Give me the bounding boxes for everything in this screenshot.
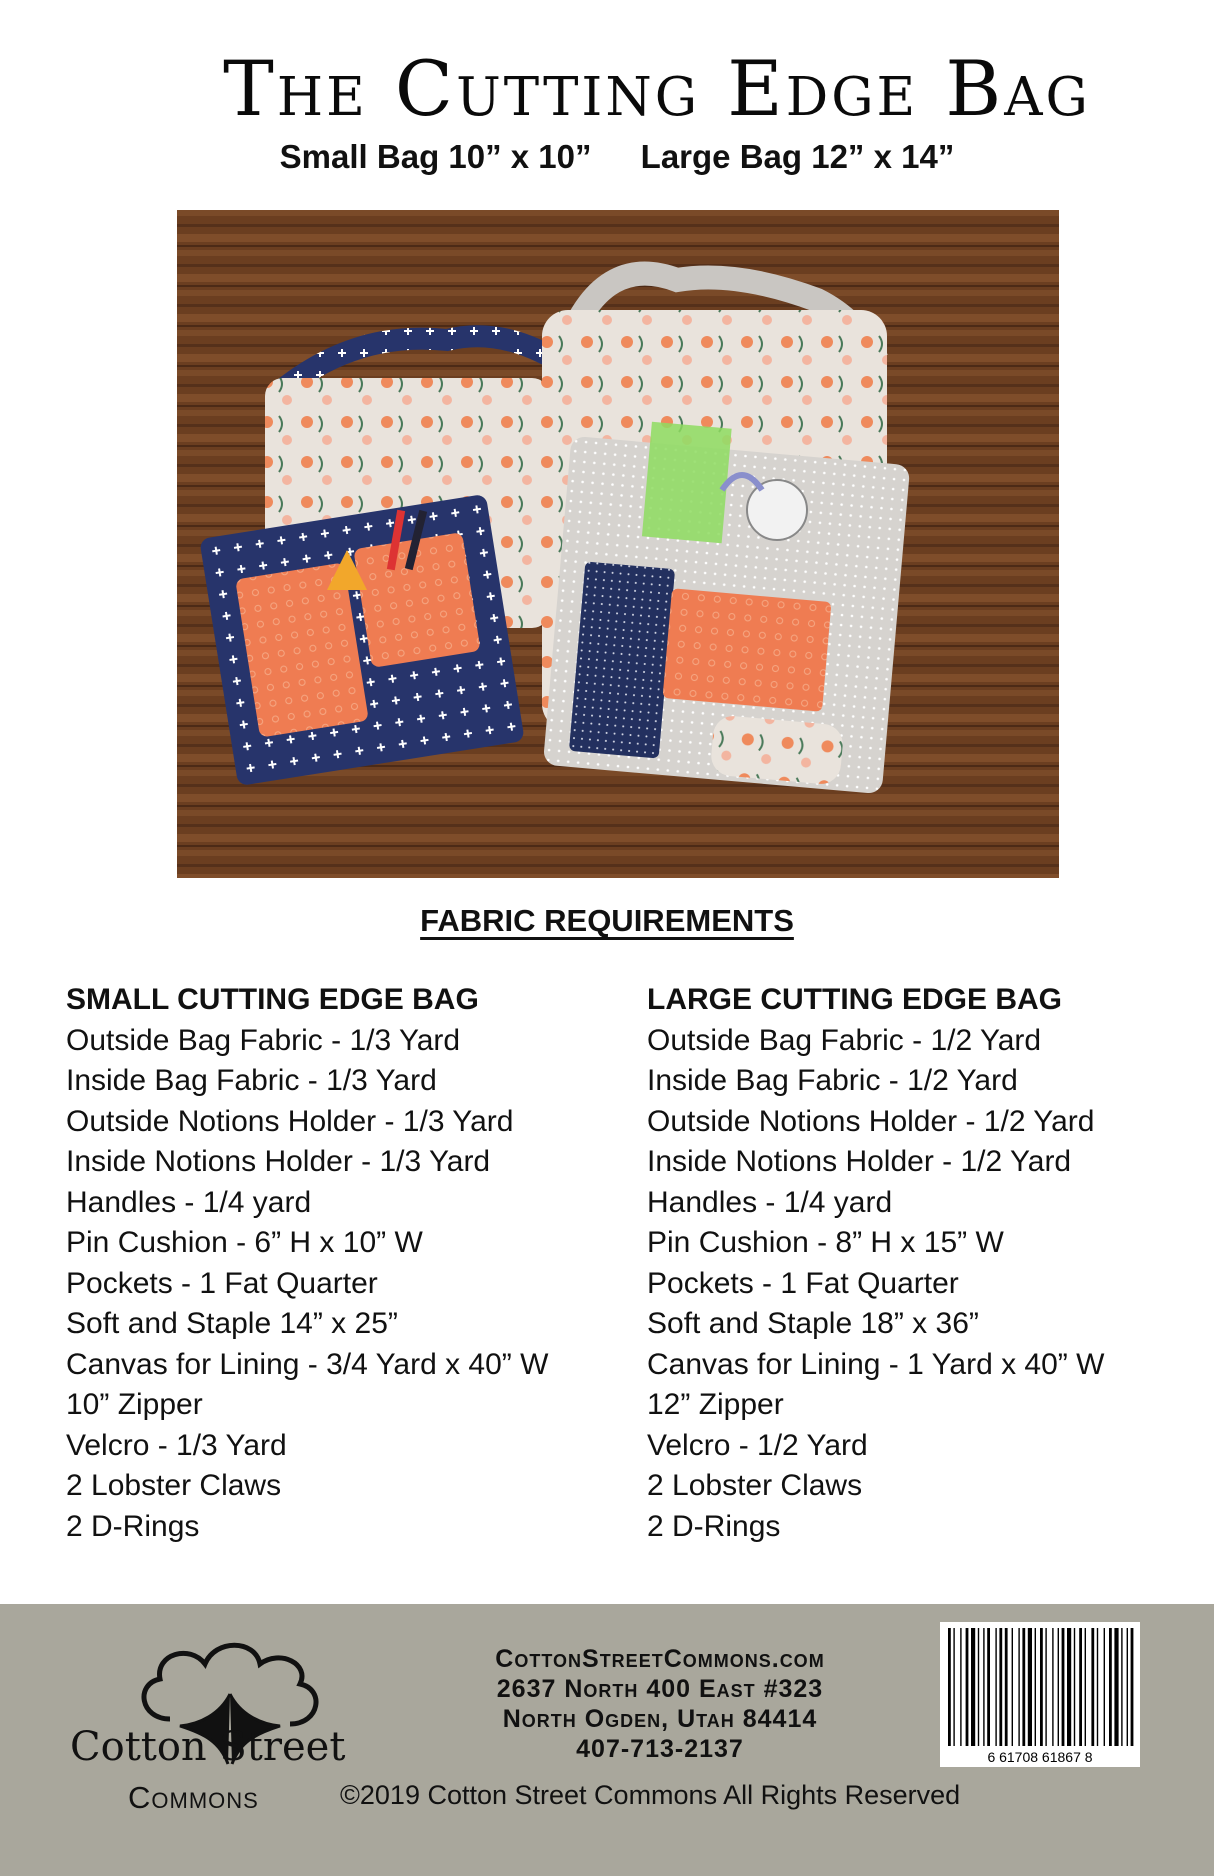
list-item: Inside Notions Holder - 1/2 Yard [647, 1145, 1072, 1178]
list-item: 10” Zipper [66, 1388, 203, 1421]
list-item: Pin Cushion - 6” H x 10” W [66, 1226, 423, 1259]
barcode-bar [1005, 1628, 1008, 1746]
barcode-bar [1067, 1628, 1071, 1746]
barcode-bar [1040, 1628, 1043, 1746]
list-item: Inside Notions Holder - 1/3 Yard [66, 1145, 491, 1178]
barcode-bar [983, 1628, 984, 1746]
list-item: Outside Notions Holder - 1/3 Yard [66, 1104, 514, 1138]
large-bag-size: Large Bag 12” x 14” [640, 138, 955, 175]
phone-number: 407-713-2137 [576, 1735, 744, 1763]
product-photo [177, 210, 1059, 878]
barcode-bar [1035, 1628, 1036, 1746]
barcode-bar [1121, 1628, 1122, 1746]
copyright-notice: ©2019 Cotton Street Commons All Rights Reserved [340, 1780, 961, 1810]
small-bag-heading: SMALL CUTTING EDGE BAG [66, 983, 479, 1016]
barcode-bar [948, 1628, 951, 1746]
small-bag-size: Small Bag 10” x 10” [279, 138, 592, 175]
list-item: Canvas for Lining - 1 Yard x 40” W [647, 1347, 1105, 1381]
list-item: Soft and Staple 18” x 36” [647, 1307, 979, 1340]
barcode-bar [1022, 1628, 1025, 1746]
list-item: Outside Bag Fabric - 1/3 Yard [66, 1023, 461, 1057]
barcode-bar [1058, 1628, 1059, 1746]
list-item: 2 Lobster Claws [66, 1469, 282, 1502]
barcode-bar [1097, 1628, 1098, 1746]
list-item: Outside Notions Holder - 1/2 Yard [647, 1104, 1095, 1138]
barcode-bar [1085, 1628, 1086, 1746]
barcode-bar [1131, 1628, 1134, 1746]
large-bag-heading: LARGE CUTTING EDGE BAG [647, 983, 1063, 1016]
barcode-bar [995, 1628, 996, 1746]
address-line-1: 2637 North 400 East #323 [496, 1675, 824, 1703]
barcode-bar [1079, 1628, 1082, 1746]
barcode-bar [1104, 1628, 1105, 1746]
barcode-bar [1018, 1628, 1019, 1746]
barcode-bar [1028, 1628, 1032, 1746]
barcode-bar [966, 1628, 969, 1746]
list-item: Velcro - 1/2 Yard [647, 1428, 868, 1462]
barcode-bar [960, 1628, 961, 1746]
list-item: Inside Bag Fabric - 1/2 Yard [647, 1064, 1018, 1097]
large-bag-requirements [647, 980, 1104, 1547]
barcode [940, 1622, 1140, 1767]
barcode-bar [1062, 1628, 1065, 1746]
barcode-bar [1052, 1628, 1053, 1746]
barcode-digits: 6 61708 61867 8 [987, 1749, 1093, 1765]
website-link[interactable]: CottonStreetCommons.com [495, 1645, 825, 1673]
list-item: Handles - 1/4 yard [66, 1185, 312, 1219]
logo-subtitle: Commons [128, 1780, 259, 1815]
barcode-bar [1091, 1628, 1094, 1746]
barcode-bar [953, 1628, 954, 1746]
small-bag-requirements [66, 980, 548, 1547]
list-item: Outside Bag Fabric - 1/2 Yard [647, 1023, 1042, 1057]
footer [0, 1604, 1214, 1876]
list-item: Pin Cushion - 8” H x 15” W [647, 1226, 1004, 1259]
pattern-title: The Cutting Edge Bag [223, 44, 1091, 133]
barcode-bar [971, 1628, 975, 1746]
list-item: 2 Lobster Claws [647, 1469, 863, 1502]
barcode-bar [1074, 1628, 1075, 1746]
list-item: Velcro - 1/3 Yard [66, 1428, 287, 1462]
barcode-bar [999, 1628, 1002, 1746]
list-item: Handles - 1/4 yard [647, 1185, 893, 1219]
list-item: 12” Zipper [647, 1388, 784, 1421]
barcode-bar [978, 1628, 979, 1746]
list-item: Pockets - 1 Fat Quarter [647, 1266, 959, 1300]
list-item: Soft and Staple 14” x 25” [66, 1307, 398, 1340]
list-item: Pockets - 1 Fat Quarter [66, 1266, 378, 1300]
list-item: Inside Bag Fabric - 1/3 Yard [66, 1064, 437, 1097]
contact-info [400, 1644, 920, 1764]
address-line-2: North Ogden, Utah 84414 [502, 1705, 818, 1733]
barcode-bar [987, 1628, 990, 1746]
list-item: 2 D-Rings [66, 1509, 200, 1543]
list-item: Canvas for Lining - 3/4 Yard x 40” W [66, 1347, 549, 1381]
barcode-bar [1109, 1628, 1112, 1746]
barcode-bar [1127, 1628, 1128, 1746]
list-item: 2 D-Rings [647, 1509, 781, 1543]
bag-sizes [0, 138, 1214, 176]
barcode-bar [1114, 1628, 1118, 1746]
barcode-bar [1012, 1628, 1013, 1746]
logo-name: Cotton Street [70, 1724, 346, 1770]
fabric-requirements-heading: FABRIC REQUIREMENTS [420, 903, 794, 938]
barcode-bar [1045, 1628, 1046, 1746]
